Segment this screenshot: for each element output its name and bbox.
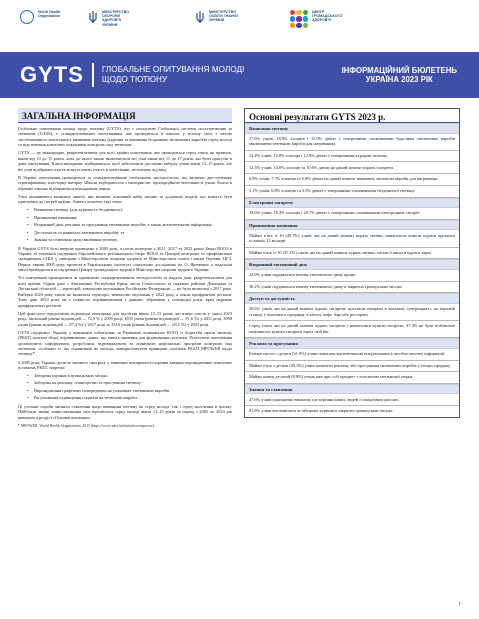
paragraph: Цей факт-лист представляє відповідні показники для підлітків віком 13–15 років, які взяли участь у хвилі 2023 року. Загальний рівень відповідей — 72,9 % у 2005 році, 3550 учнів (рівень відповідей — 91,6 %) у 2011 році, 3098 учнів (рівень відповідей — 87,4 %) у 2017 році та 3316 учнів (рівень відповідей — 69,5 %) у 2023 році. [18, 310, 232, 327]
result-row: 14,4% учнів, 15,8% хлопців і 12,9% дівчат є теперішніми курцями тютюну. [245, 151, 459, 163]
list-item: • Заборона куріння в громадських місцях [34, 373, 232, 378]
trident-icon [195, 10, 205, 24]
ministry-education-text: МІНІСТЕРСТВО ОСВІТИ І НАУКИ УКРАЇНИ [209, 10, 238, 23]
list-item: • Вторинний дим, реклама та просування тютюнових виробів, а також антитютюнова інформація; [34, 222, 232, 227]
who-emblem-icon [20, 10, 34, 24]
result-row: Майже п'ять із 10 (49,7%) учнів, які на даний момент курять тютюн, намагалися кинути курити протягом останніх 12 місяців. [245, 230, 459, 247]
result-row: 5,1% учнів, 6,8% хлопців та 3,5% дівчат є теперішніми споживачами бездимного тютюну. [245, 186, 459, 198]
general-info-title: ЗАГАЛЬНА ІНФОРМАЦІЯ [18, 108, 232, 123]
result-row: 36,2% учнів піддавалися впливу тютюнового диму в закритих громадських місцях. [245, 282, 459, 294]
policy-list [34, 373, 232, 401]
footnote: * MPOWER, World Health Organization, 2015 (https://www.who.int/initiatives/mpower). [18, 424, 155, 429]
result-row: 19,6% учнів, 18,4% хлопців і 20,7% дівчат є теперішніми споживачами електронних сигарет. [245, 208, 459, 220]
section-heading: Вторинний тютюновий дим [245, 259, 459, 270]
result-row: 81,8% учнів висловилися за заборону куріння в закритих громадських місцях. [249, 408, 394, 414]
general-info-column [18, 108, 232, 429]
result-row: Більше шести з десяти (61,9%) учнів помітили антитютюнові повідомлення в засобах масової інформації. [245, 349, 459, 361]
result-row: 17,6% учнів, 18,9% хлопців і 15,9% дівчат є теперішніми споживачами будь-яких тютюнових виробів (включаючи тютюнові вироби для нагрівання). [245, 134, 459, 151]
general-info-body [18, 126, 232, 420]
logo-bar [0, 0, 479, 52]
section-heading: Електронні сигарети [245, 198, 459, 209]
paragraph: В Україні опитування проводиться за стандартизованою глобальною методологією, що включає двоступеневу стратифіковану кластерну вибірку. Школи відбираються з імовірністю, пропорційною чисельності учнів. Класи в обраних школах відбираються випадковим чином. [18, 174, 232, 191]
who-logo [20, 10, 60, 24]
list-item: • Регулювання підвищення податків на тютюнові вироби. [34, 395, 232, 400]
list-item: • Заборона на рекламу, спонсорство та просування тютюну [34, 380, 232, 385]
paragraph: GYTS — це міжнародне, репрезентативне для всієї країни опитування, яке проводиться серед учнів, як правило, віком від 13 до 15 років, хоча до нього також включаються всі учні віком від 11 до 17 років, які були присутні в день опитування. Класи випадково відбираються, щоб забезпечити достатню вибірку учнів віком 13–15 років, але всі учні відібраних класів можуть взяти участь в опитуванні, незалежно від віку. [18, 150, 232, 172]
section-heading: Знання та ставлення [245, 384, 459, 395]
paragraph: Учні заповнюють анонімну анкету, яка включає основний набір питань та додаткові модулі, що можуть бути адаптовані до потреб країни. Анкета охоплює такі теми: [18, 193, 232, 205]
list-item: • Доступність та наявність тютюнових виробів; та [34, 230, 232, 235]
page-number: 1 [458, 602, 461, 607]
result-row: Серед учнів, які на даний момент курять сигарети і намагалися купити сигарети, 47,3% не були позбавлені можливості купити сигарети через свій вік. [245, 321, 459, 338]
banner-separator [92, 63, 94, 87]
result-row: 24,9% учнів піддавалися впливу тютюнового диму вдома. [245, 270, 459, 282]
banner-subtitle: ГЛОБАЛЬНЕ ОПИТУВАННЯ МОЛОДІ ЩОДО ТЮТЮНУ [101, 65, 245, 84]
section-heading: Припинення вживання [245, 220, 459, 231]
who-logo-text: World Health Organization [38, 10, 61, 19]
list-item: • Вживання тютюну (для куріння та бездимного); [34, 207, 232, 212]
list-item: • Впровадження графічних попереджень на упаковках тютюнових виробів [34, 388, 232, 393]
section-heading: Реклама та просування [245, 338, 459, 349]
result-row: Майже п'ять із 10 (47,1%) учнів, які на даний момент курять тютюн, хотіли б кинути курити зараз. [245, 248, 459, 260]
key-results-box [244, 123, 460, 418]
paragraph: Ці успішні спроби змінили ставлення щодо вживання тютюну як серед молоді, так і серед населення в цілому. Найбільш значні зміни вживання спостерігаються серед молоді віком 13–15 років за період з 2005 по 2023 рік наведено в розділі «Основні висновки». [18, 403, 232, 420]
title-banner [0, 52, 479, 98]
list-item: • Знання та ставлення щодо вживання тютюну. [34, 237, 232, 242]
result-row: 47,6% учнів однозначно вважали, що куріння інших людей є шкідливим для них. [245, 394, 459, 406]
paragraph: Глобальне опитування молоді щодо тютюну (GYTS), що є складовою Глобальної системи спостереження за тютюном (GTSS), є стандартизованим опитуванням, яке проводиться в школах у всьому світі з метою систематичного моніторингу вживання тютюну (куріння та вживання бездимних тютюнових виробів) серед молоді та відстеження ключових показників контролю над тютюном. [18, 126, 232, 148]
banner-right-title: ІНФОРМАЦІЙНИЙ БЮЛЕТЕНЬ УКРАЇНА 2023 РІК [341, 65, 457, 84]
paragraph: GYTS підтримує Україну у виконанні зобов'язань за Рамковою конвенцією ВООЗ із боротьби проти тютюну (РКБТ) шляхом збору порівнюваних даних, що мають значення для формування політики. Результати опитування допомагають інформувати, розробляти, впроваджувати та оцінювати національні програми контролю над тютюном, особливо ті, що спрямовані на молодь, використовуючи принципи політики ВООЗ MPOWER щодо тютюну*. [18, 329, 232, 357]
ministry-education-logo [195, 10, 238, 24]
result-row: Майже кожен десятий (8,8%) учень мав при собі предмет з логотипом тютюнової марки. [245, 372, 459, 384]
section-heading: Доступ та доступність [245, 293, 459, 304]
key-results-column [244, 108, 460, 418]
trident-icon [88, 10, 98, 24]
dots-emblem-icon [290, 10, 308, 28]
paragraph: Усі опитування проводилися за однаковою стандартизованою методологією та надали дані, репрезентативні для всієї країни. Однак дані з Автономної Республіки Крим, міста Севастополь та окремих районів Донецької та Луганської областей — територій, тимчасово окупованих Російською Федерацією — не були включені з 2017 року. Вибірка 2023 року також не включала території, тимчасово окуповані у 2022 році, а також прифронтові регіони. Тому дані 2023 року не є повністю порівнюваними з даними, зібраними у попередні роки, крім окремих прифронтових регіонів. [18, 275, 232, 308]
result-row: Майже п'ять з десяти (49,5%) учнів помітили рекламу або просування тютюнових виробів у місцях продажу. [245, 361, 459, 373]
banner-title: GYTS [20, 62, 84, 87]
result-row: 6,9% учнів, 7,7% хлопців та 5,8% дівчат на даний момент вживають тютюнові вироби для нагрівання. [245, 174, 459, 186]
public-health-centre-logo [290, 10, 342, 28]
paragraph: З 2005 року Україна досягла значного прогресу у зниженні поширеності куріння завдяки впровадженню ключових положень РКБТ, зокрема: [18, 359, 232, 370]
public-health-centre-text: ЦЕНТР ГРОМАДСЬКОГО ЗДОРОВ'Я [312, 10, 343, 23]
result-row: 30,6% учнів, які на даний момент курять сигарети, купували сигарети в магазині, супермаркеті, на торговій станції, у вуличного продавця, в кіоску, кафе, барі або ресторані. [245, 304, 459, 321]
topics-list [34, 207, 232, 242]
paragraph: В Україні GYTS було вперше проведено у 2005 році, а потім повторно у 2011, 2017 та 2023 роках Бюро ВООЗ в Україні за технічної підтримки Європейського регіонального бюро ВООЗ та Центрів контролю та профілактики захворювань США у співпраці з Міністерством охорони здоров'я та Міністерством освіти і науки України. ЦГЗ. Першу хвилю 2005 року провели в Українському інституті соціальних досліджень ім. О. Яременка, а подальші хвилі проводилися за підтримки Центру громадського здоров'я Міністерства охорони здоров'я України. [18, 245, 232, 273]
ministry-health-logo [88, 10, 129, 27]
result-row: 12,3% учнів, 14,0% хлопців та 10,6% дівчат на даний момент курять сигарети. [245, 162, 459, 174]
key-results-title: Основні результати GYTS 2023 р. [244, 108, 460, 123]
list-item: • Припинення вживання; [34, 215, 232, 220]
section-heading: Вживання тютюну [245, 123, 459, 134]
ministry-health-text: МІНІСТЕРСТВО ОХОРОНИ ЗДОРОВ'Я УКРАЇНИ [102, 10, 129, 27]
